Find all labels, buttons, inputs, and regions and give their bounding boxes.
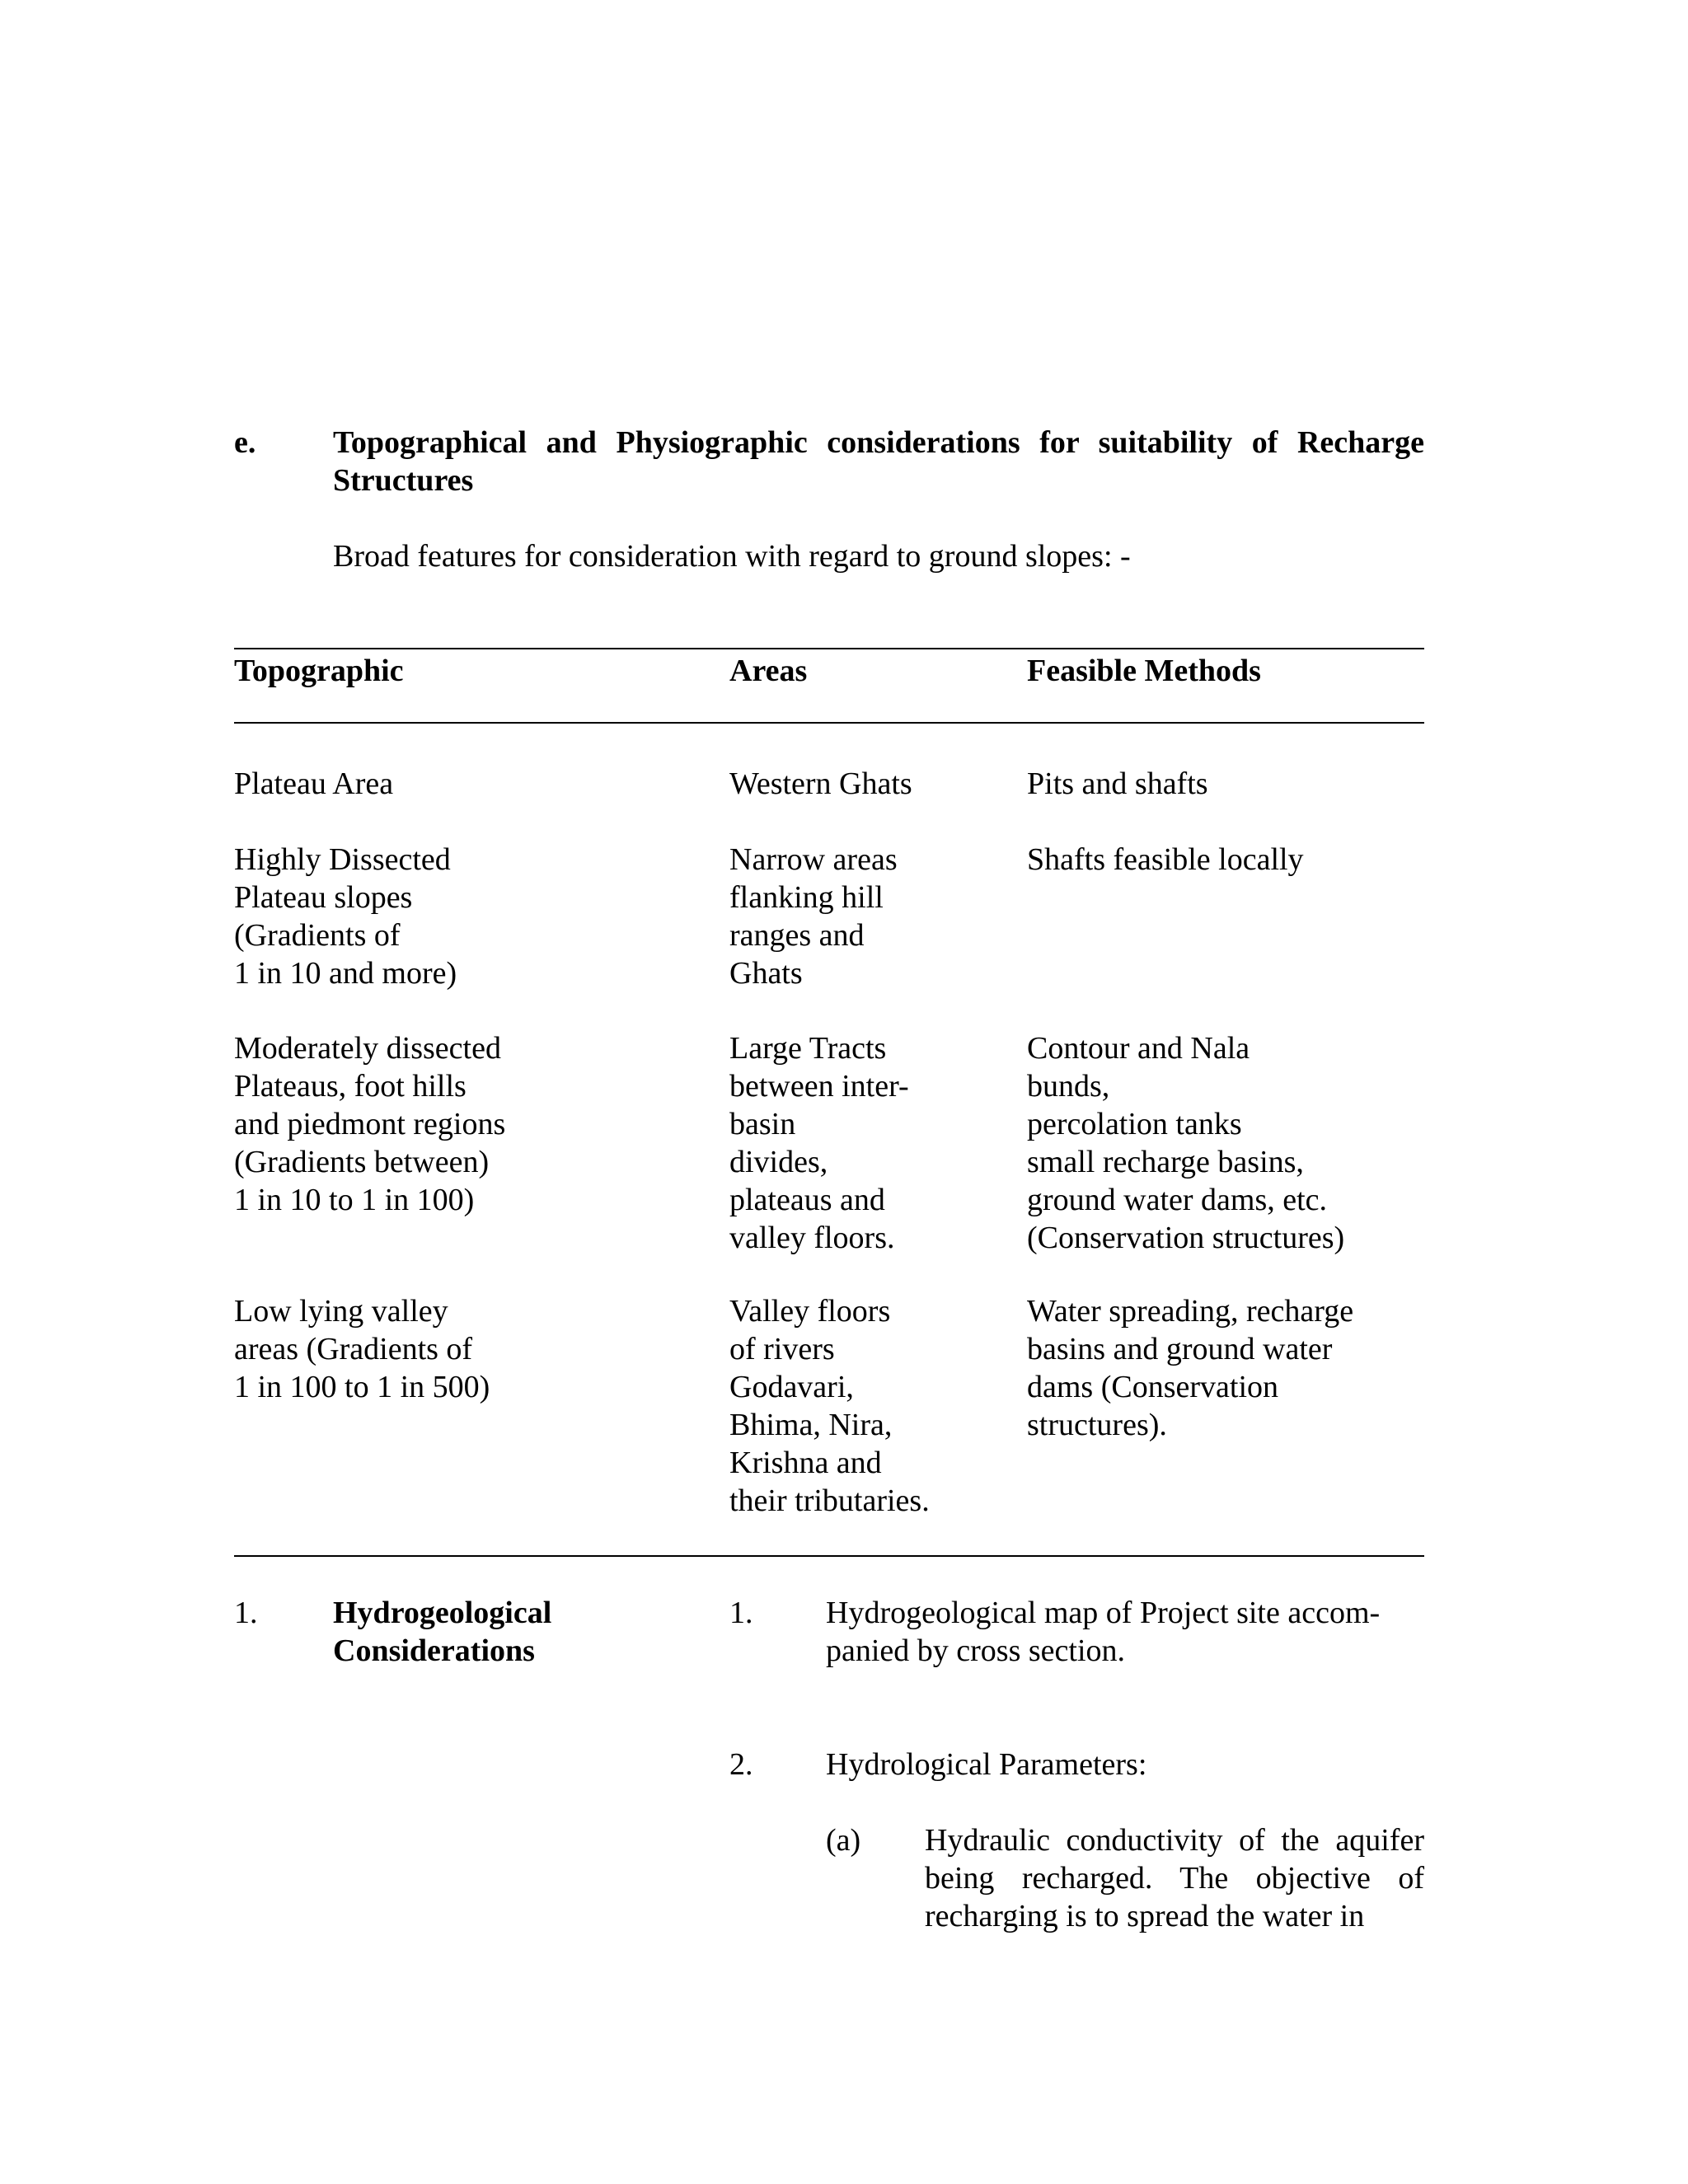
hydro-title: Hydrogeological Considerations (333, 1596, 552, 1668)
hydro-subitem-text: Hydraulic conductivity of the aquifer being recharged. The objective of recharging is to spread the water in (925, 1823, 1424, 1933)
section-label: e. (234, 425, 256, 460)
table-header-topographic: Topographic (234, 654, 404, 688)
table-cell: Shafts feasible locally (1027, 842, 1304, 877)
table-cell: Western Ghats (729, 766, 912, 801)
hydro-item-number: 2. (729, 1747, 753, 1782)
hydro-item-text: Hydrological Parameters: (826, 1747, 1147, 1782)
table-header-areas: Areas (729, 654, 808, 688)
table-cell: Low lying valley areas (Gradients of 1 in 100 to 1 in 500) (234, 1294, 490, 1404)
table-header-methods: Feasible Methods (1027, 654, 1261, 688)
table-top-rule (234, 648, 1424, 649)
table-cell: Narrow areas flanking hill ranges and Ghats (729, 842, 898, 991)
section-title: Topographical and Physiographic considerations for suitability of Recharge Structures (333, 425, 1424, 498)
hydro-item-text: Hydrogeological map of Project site accom- panied by cross section. (826, 1596, 1381, 1668)
table-cell: Water spreading, recharge basins and ground water dams (Conservation structures). (1027, 1294, 1354, 1442)
section-intro: Broad features for consideration with regard to ground slopes: - (333, 539, 1131, 574)
hydro-number: 1. (234, 1596, 258, 1630)
hydro-subitem-label: (a) (826, 1823, 861, 1858)
table-bottom-rule (234, 1555, 1424, 1557)
table-cell: Plateau Area (234, 766, 394, 801)
table-cell: Moderately dissected Plateaus, foot hills and piedmont regions (Gradients between) 1 in 10 to 1 in 100) (234, 1031, 506, 1217)
hydro-item-number: 1. (729, 1596, 753, 1630)
table-cell: Valley floors of rivers Godavari, Bhima, Nira, Krishna and their tributaries. (729, 1294, 930, 1518)
table-cell: Large Tracts between inter- basin divides, plateaus and valley floors. (729, 1031, 909, 1255)
table-cell: Highly Dissected Plateau slopes (Gradients of 1 in 10 and more) (234, 842, 457, 991)
table-cell: Pits and shafts (1027, 766, 1208, 801)
table-header-rule (234, 722, 1424, 724)
table-cell: Contour and Nala bunds, percolation tanks small recharge basins, ground water dams, etc. (Conservation structures) (1027, 1031, 1345, 1255)
